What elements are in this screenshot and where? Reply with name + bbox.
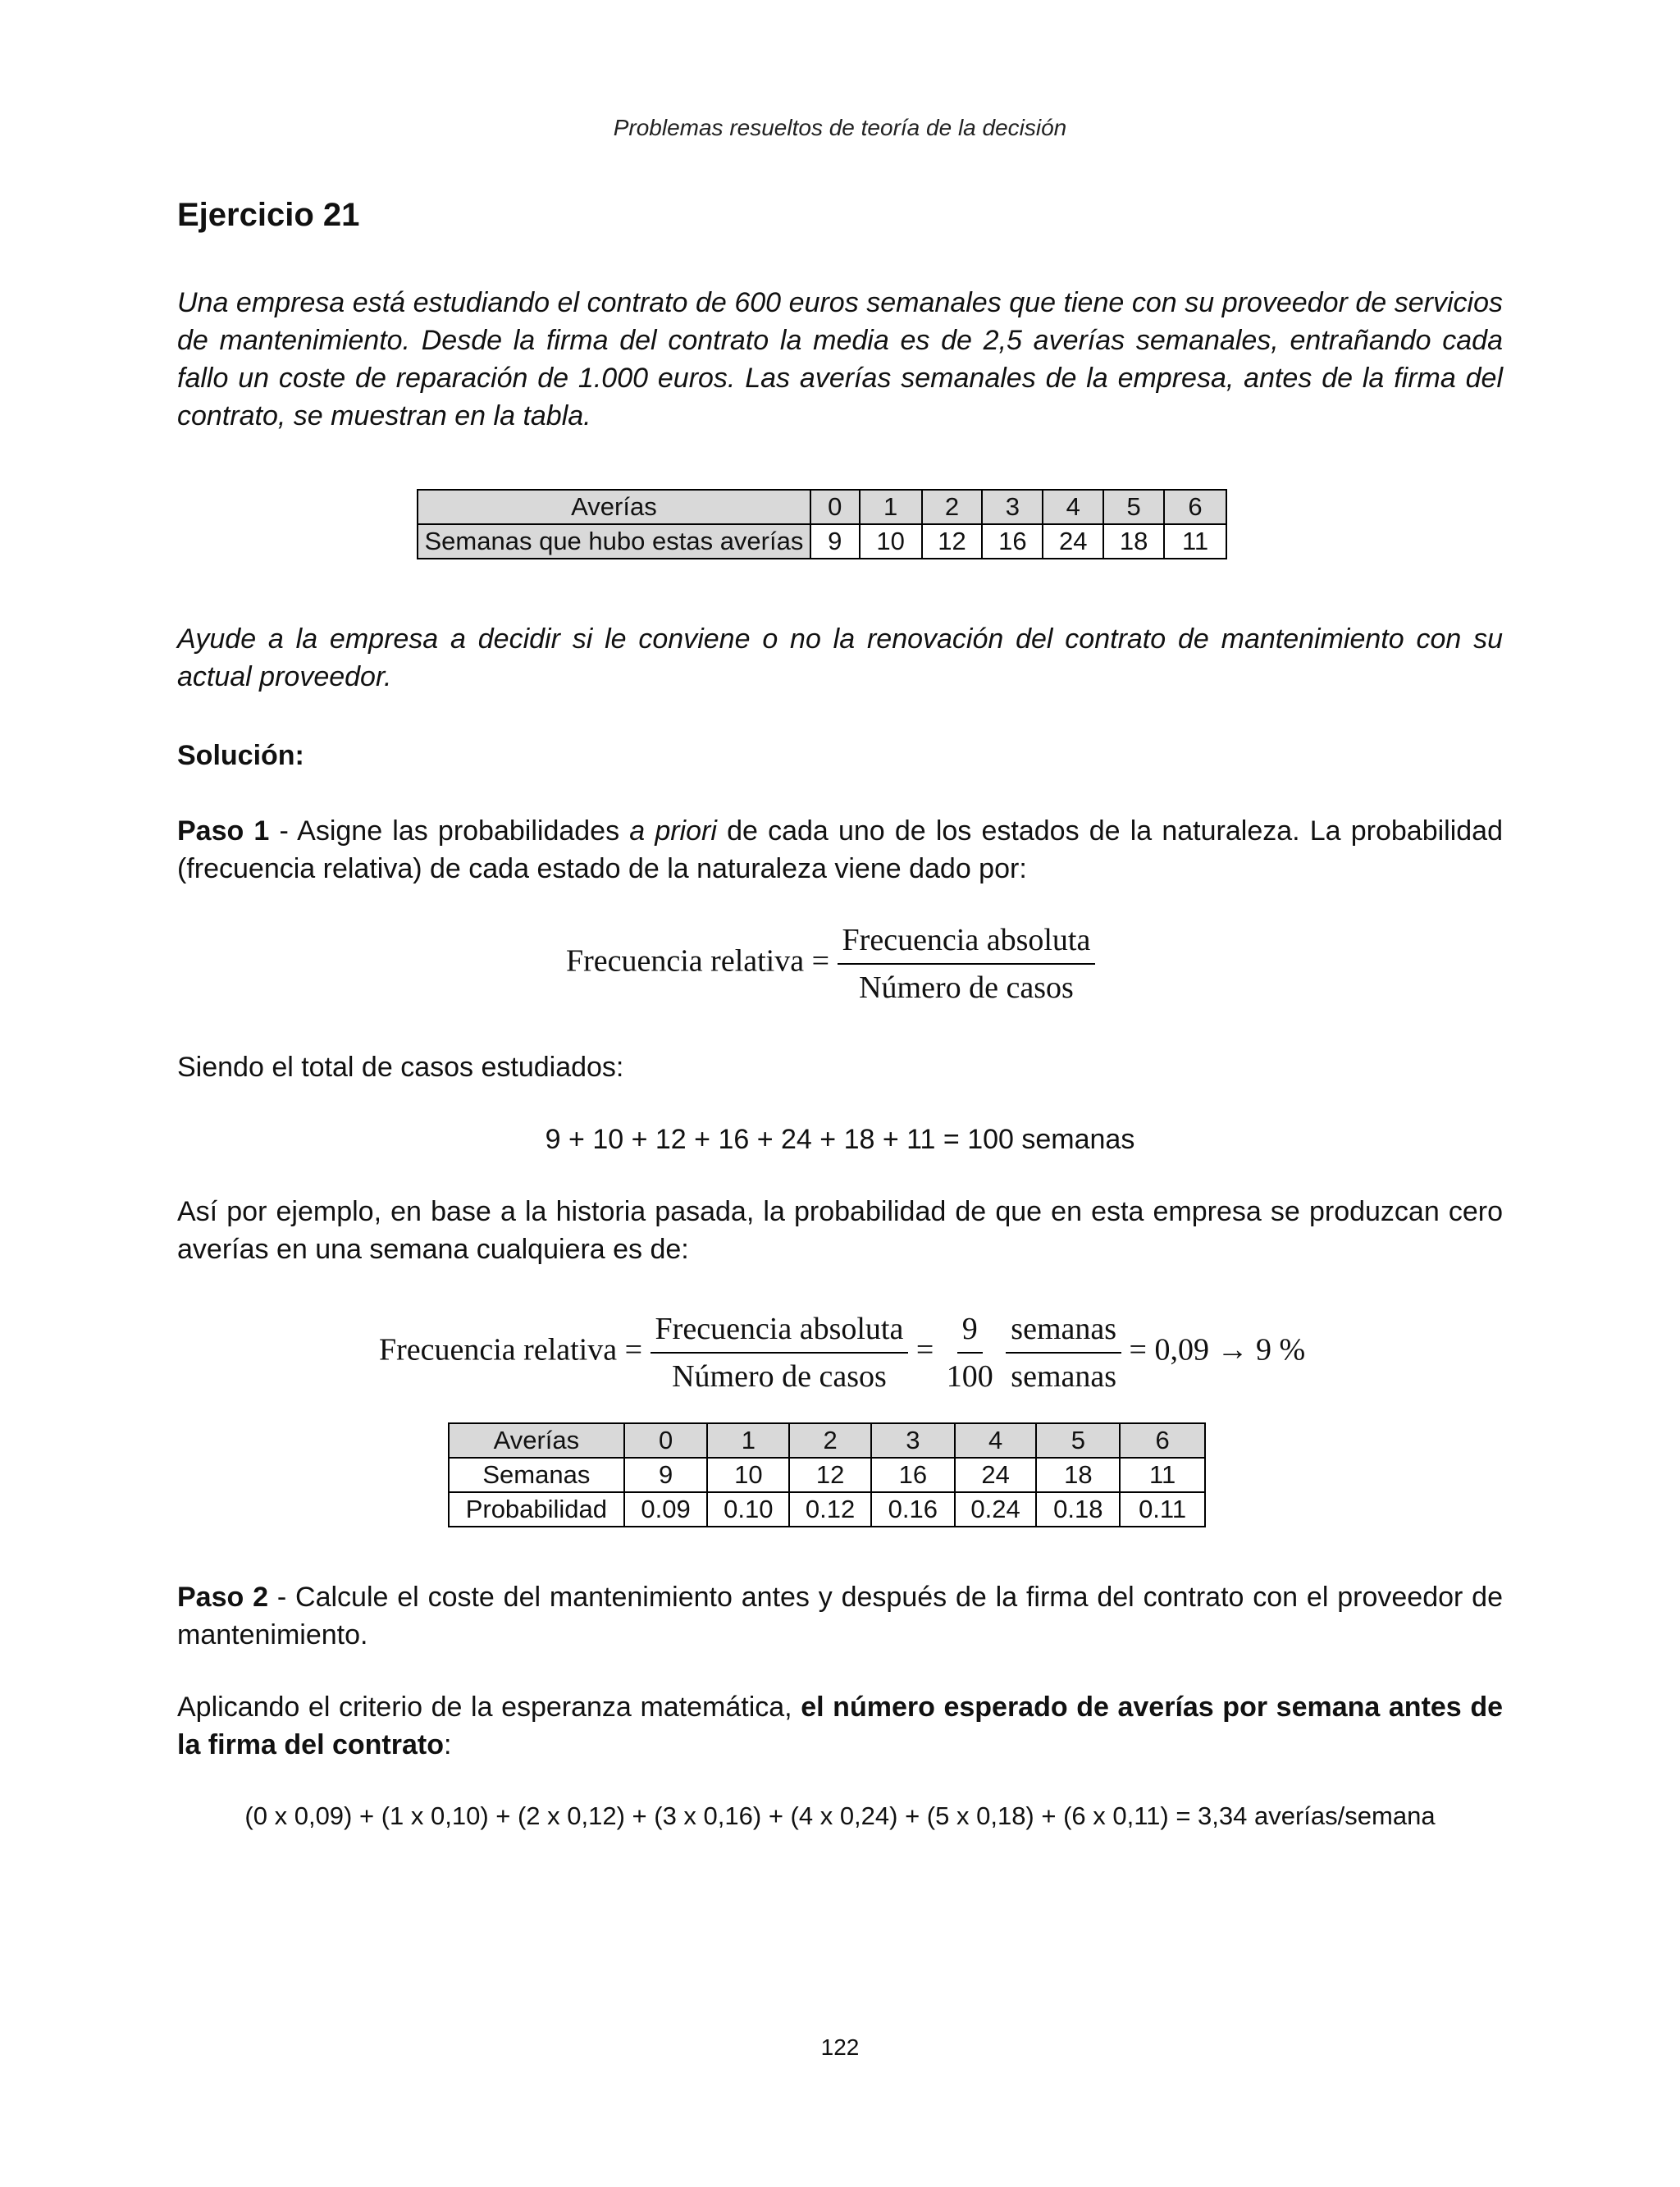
table-cell: 9 — [624, 1458, 708, 1492]
fraction — [1006, 1311, 1121, 1395]
breakdowns-table — [417, 489, 1227, 559]
table-cell: 0.10 — [707, 1492, 789, 1527]
table-cell: 24 — [955, 1458, 1037, 1492]
fraction-numerator: Frecuencia absoluta — [838, 922, 1096, 965]
fraction — [942, 1311, 998, 1395]
table-cell: 12 — [789, 1458, 871, 1492]
table-cell: 0.18 — [1036, 1492, 1120, 1527]
table-cell: 2 — [922, 490, 983, 524]
question-text: Ayude a la empresa a decidir si le conviene o no la renovación del contrato de mantenimiento con su actual proveedor. — [177, 623, 1503, 692]
table-cell: 0.11 — [1120, 1492, 1205, 1527]
fraction — [651, 1311, 909, 1395]
paso2-text — [177, 1578, 1503, 1654]
paso1-italic: a priori — [629, 815, 717, 847]
table-cell: 11 — [1120, 1458, 1205, 1492]
fraction-denominator: Número de casos — [672, 1359, 887, 1394]
table-cell: 0 — [810, 490, 860, 524]
table-cell: Semanas — [449, 1458, 624, 1492]
table-row — [418, 490, 1226, 524]
table-cell: 18 — [1103, 524, 1164, 559]
solution-label: Solución: — [177, 740, 304, 771]
page-number: 122 — [820, 2034, 860, 2060]
table-row — [418, 524, 1226, 559]
table-cell: 18 — [1036, 1458, 1120, 1492]
table-cell: 5 — [1103, 490, 1164, 524]
table-cell: 1 — [860, 490, 922, 524]
total-equation: 9 + 10 + 12 + 16 + 24 + 18 + 11 = 100 semanas — [545, 1124, 1135, 1155]
example-formula — [379, 1311, 1305, 1395]
table-cell: Averías — [418, 490, 810, 524]
table-row — [449, 1458, 1205, 1492]
table-cell: Semanas que hubo estas averías — [418, 524, 810, 559]
paso2-label: Paso 2 — [177, 1582, 269, 1613]
table-row — [449, 1423, 1205, 1458]
table-cell: 1 — [707, 1423, 789, 1458]
fraction-numerator: 9 — [957, 1311, 983, 1354]
table-cell: 16 — [871, 1458, 955, 1492]
criterio-text-a: Aplicando el criterio de la esperanza matemática, — [177, 1692, 801, 1723]
table-cell: 5 — [1036, 1423, 1120, 1458]
paso1-text-b: de cada uno de los estados de la naturaleza. La probabilidad (frecuencia relativa) de cada estado de la naturaleza viene dado por: — [177, 815, 1503, 884]
expected-value-equation: (0 x 0,09) + (1 x 0,10) + (2 x 0,12) + (3 x 0,16) + (4 x 0,24) + (5 x 0,18) + (6 x 0,11) = 3,34 averías/semana — [244, 1801, 1436, 1830]
table-cell: Averías — [449, 1423, 624, 1458]
paso2-body: - Calcule el coste del mantenimiento antes y después de la firma del contrato con el proveedor de mantenimiento. — [177, 1582, 1503, 1651]
criterio-bold: el número esperado de averías por semana antes de la firma del contrato — [177, 1692, 1503, 1760]
paso1-label: Paso 1 — [177, 815, 270, 847]
formula-lhs: Frecuencia relativa = — [379, 1332, 643, 1367]
example-text: Así por ejemplo, en base a la historia pasada, la probabilidad de que en esta empresa se produzcan cero averías en una semana cualquiera es de: — [177, 1196, 1503, 1265]
exercise-title: Ejercicio 21 — [177, 197, 360, 233]
fraction-denominator: semanas — [1011, 1359, 1117, 1394]
table-cell: 0.24 — [955, 1492, 1037, 1527]
paso1-text — [177, 812, 1503, 888]
fraction-numerator: semanas — [1006, 1311, 1121, 1354]
fraction-numerator: Frecuencia absoluta — [651, 1311, 909, 1354]
total-intro: Siendo el total de casos estudiados: — [177, 1052, 624, 1083]
probability-table — [448, 1422, 1206, 1527]
table-cell: Probabilidad — [449, 1492, 624, 1527]
paso1-text-a: - Asigne las probabilidades — [269, 815, 630, 847]
table-cell: 3 — [871, 1423, 955, 1458]
fraction-denominator: 100 — [946, 1359, 993, 1394]
table-row — [449, 1492, 1205, 1527]
table-cell: 0.12 — [789, 1492, 871, 1527]
criterio-text-b: : — [443, 1729, 452, 1760]
table-cell: 11 — [1164, 524, 1226, 559]
table-cell: 10 — [707, 1458, 789, 1492]
equals-sign: = — [915, 1332, 934, 1367]
table-cell: 6 — [1120, 1423, 1205, 1458]
table-cell: 6 — [1164, 490, 1226, 524]
table-cell: 9 — [810, 524, 860, 559]
table-cell: 0.09 — [624, 1492, 708, 1527]
table-cell: 10 — [860, 524, 922, 559]
formula-result: = 0,09 → 9 % — [1129, 1332, 1306, 1367]
problem-statement: Una empresa está estudiando el contrato de 600 euros semanales que tiene con su proveedor de servicios de mantenimiento. Desde la firma del contrato la media es de 2,5 averías semanales, entrañando cada fallo un coste de reparación de 1.000 euros. Las averías semanales de la empresa, antes de la firma del contrato, se muestran en la tabla. — [177, 287, 1503, 431]
relative-frequency-formula — [566, 922, 1095, 1006]
running-header: Problemas resueltos de teoría de la decisión — [613, 115, 1067, 140]
table-cell: 3 — [982, 490, 1043, 524]
table-cell: 2 — [789, 1423, 871, 1458]
criterio-text — [177, 1688, 1503, 1764]
table-cell: 4 — [955, 1423, 1037, 1458]
table-cell: 4 — [1043, 490, 1103, 524]
table-cell: 0.16 — [871, 1492, 955, 1527]
table-cell: 0 — [624, 1423, 708, 1458]
table-cell: 16 — [982, 524, 1043, 559]
formula-lhs: Frecuencia relativa = — [566, 943, 830, 979]
fraction-denominator: Número de casos — [859, 970, 1074, 1005]
table-cell: 24 — [1043, 524, 1103, 559]
fraction — [838, 922, 1096, 1006]
table-cell: 12 — [922, 524, 983, 559]
